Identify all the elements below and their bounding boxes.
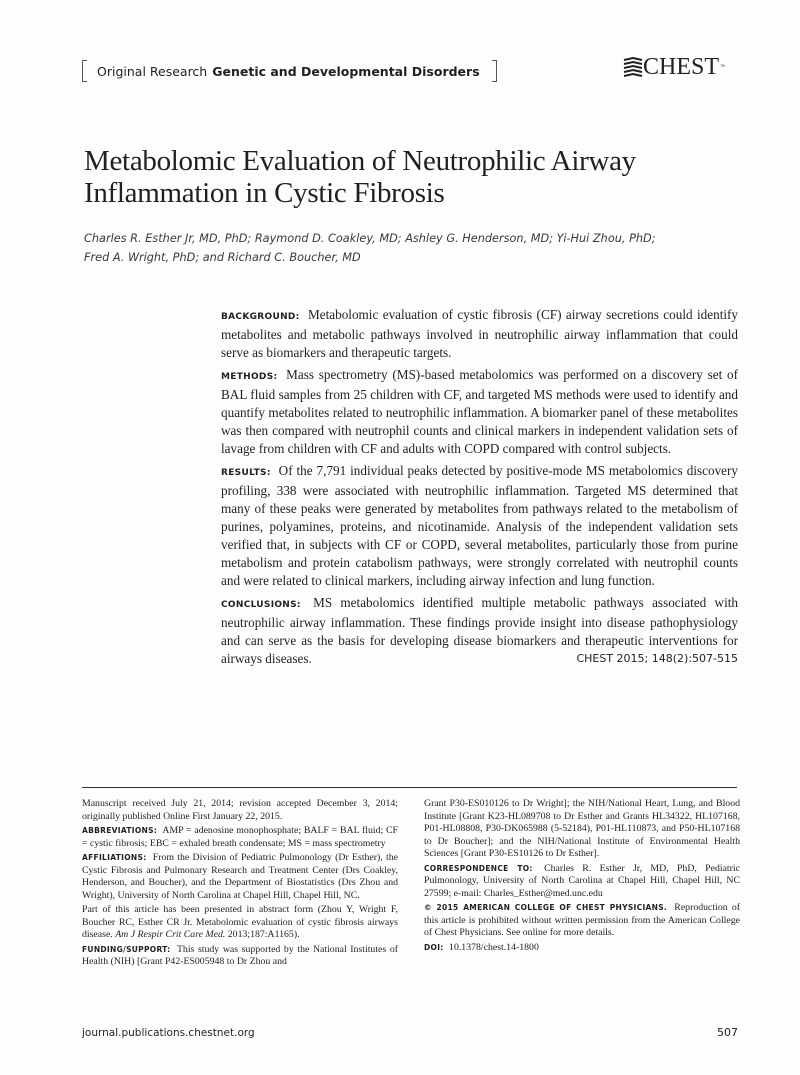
section-tag (82, 60, 497, 82)
background-text: Metabolomic evaluation of cystic fibrosis (CF) airway secretions could identify metabolites and metabolic pathways involved in neutrophilic airway inflammation that could serve as biomarkers and therapeutic targets. (221, 307, 739, 360)
copyright-note (424, 902, 740, 940)
abbreviations-label: ABBREVIATIONS: (82, 826, 158, 835)
results-text: Of the 7,791 individual peaks detected by positive-mode MS metabolomics discovery profiling, 338 were associated with neutrophilic inflammation. Targeted MS determined that many of these peaks were generated by metabolites from pathways related to the metabolism of purines, polyamines, proteins, and nicotinamide. Analysis of the independent validation sets verified that, in subjects with CF or COPD, several metabolites, particularly those from purine metabolism and protein catabolism pathways, were strongly correlated with neutrophil counts and were related to clinical markers, including airway infection and lung function. (221, 463, 739, 588)
journal-logo-text: CHEST (643, 54, 720, 80)
methods-text: Mass spectrometry (MS)-based metabolomics was performed on a discovery set of BAL fluid samples from 25 children with CF, and targeted MS methods were used to identify and quantify metabolites related to neutrophilic inflammation. A biomarker panel of these metabolites was then compared with neutrophil counts and clinical markers in independent validation sets of lavage from children with CF and adults with COPD compared with control subjects. (221, 367, 738, 456)
authors-line-2: Fred A. Wright, PhD; and Richard C. Boucher, MD (84, 251, 361, 264)
footnote-divider (82, 787, 737, 788)
conclusions-text: MS metabolomics identified multiple metabolic pathways associated with neutrophilic airway inflammation. These findings provide insight into disease pathophysiology and can serve as the basis for developing disease biomarkers and therapeutic interventions for airways diseases. (221, 595, 738, 666)
presented-text: Part of this article has been presented in abstract form (Zhou Y, Wright F, Boucher RC, Esther CR Jr. Metabolomic evaluation of cystic fibrosis airways disease. (82, 904, 398, 940)
trademark-symbol: ™ (720, 64, 726, 70)
correspondence-note (424, 863, 740, 901)
results-label: RESULTS: (221, 468, 271, 478)
article-category: Genetic and Developmental Disorders (212, 63, 480, 79)
presented-note (82, 904, 398, 942)
affiliations-label: AFFILIATIONS: (82, 853, 147, 862)
copyright-label: © 2015 AMERICAN COLLEGE OF CHEST PHYSICIANS. (424, 903, 668, 912)
doi-label: DOI: (424, 942, 444, 952)
presented-journal: Am J Respir Crit Care Med. (115, 929, 226, 940)
background-label: BACKGROUND: (221, 312, 300, 322)
footnotes-right-column (424, 798, 740, 956)
funding-text-part-1: This study was supported by the National Institutes of Health (NIH) [Grant P42-ES005948 to Dr Zhou and (82, 943, 398, 967)
journal-url-link[interactable]: journal.publications.chestnet.org (82, 1027, 255, 1039)
presented-citation: 2013;187:A1165). (227, 929, 300, 940)
author-list (84, 229, 724, 267)
abstract (221, 306, 738, 672)
affiliations-text: From the Division of Pediatric Pulmonology (Dr Esther), the Cystic Fibrosis and Pulmonary Research and Treatment Center (Drs Coakley, Henderson, and Boucher), and the Department of Biostatistics (Drs Zhou and Wright), University of North Carolina at Chapel Hill, Chapel Hill, NC. (82, 852, 398, 901)
funding-label: FUNDING/SUPPORT: (82, 944, 171, 954)
journal-citation: CHEST 2015; 148(2):507-515 (576, 652, 738, 665)
abbreviations-text: AMP = adenosine monophosphate; BALF = BAL fluid; CF = cystic fibrosis; EBC = exhaled breath condensate; MS = mass spectrometry (82, 825, 398, 849)
left-bracket-decoration (82, 60, 87, 82)
copyright-text: Reproduction of this article is prohibited without written permission from the American College of Chest Physicians. See online for more details. (424, 902, 740, 938)
footnotes-left-column (82, 798, 398, 971)
abstract-results (221, 462, 738, 590)
abstract-conclusions (221, 594, 738, 668)
authors-line-1: Charles R. Esther Jr, MD, PhD; Raymond D. Coakley, MD; Ashley G. Henderson, MD; Yi-Hui Zhou, PhD; (84, 232, 656, 245)
chest-journal-logo (623, 55, 725, 79)
methods-label: METHODS: (221, 372, 278, 382)
manuscript-dates: Manuscript received July 21, 2014; revision accepted December 3, 2014; originally published Online First January 22, 2015. (82, 798, 398, 822)
affiliations-note (82, 852, 398, 902)
page-number: 507 (717, 1026, 738, 1039)
chest-wave-logo-icon (623, 57, 643, 77)
correspondence-label: CORRESPONDENCE TO: (424, 863, 533, 873)
doi-link[interactable]: 10.1378/chest.14-1800 (449, 941, 539, 953)
abbreviations-note (82, 825, 398, 850)
funding-note (82, 944, 398, 969)
article-title: Metabolomic Evaluation of Neutrophilic Airway Inflammation in Cystic Fibrosis (84, 145, 636, 209)
correspondence-text[interactable]: Charles R. Esther Jr, MD, PhD, Pediatric Pulmonology, University of North Carolina at Chapel Hill, Chapel Hill, NC 27599; e-mail: Charles_Esther@med.unc.edu (424, 862, 740, 899)
funding-text-part-2: Grant P30-ES010126 to Dr Wright]; the NIH/National Heart, Lung, and Blood Institute [Grant K23-HL089708 to Dr Esther and Grants HL34322, HL107168, P01-HL08808, P30-DK065988 (5-52184), P01-HL110873, and P50-HL107168 to Dr Boucher]; and the NIH/National Institute of Environmental Health Sciences [Grant P30-ES10126 to Dr Esther]. (424, 798, 740, 859)
abstract-methods (221, 366, 738, 458)
right-bracket-decoration (492, 60, 497, 82)
abstract-background (221, 306, 738, 362)
doi-note (424, 942, 740, 955)
article-type: Original Research (97, 63, 208, 79)
conclusions-label: CONCLUSIONS: (221, 600, 301, 610)
